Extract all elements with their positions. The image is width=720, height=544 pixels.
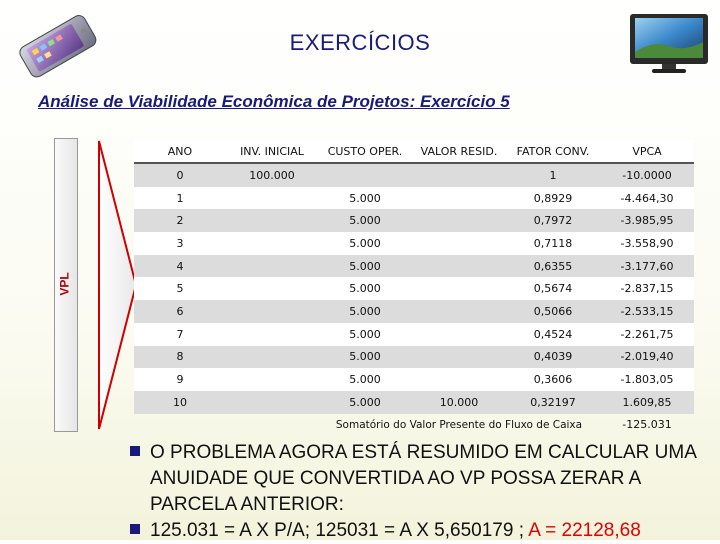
cell-ano: 9 — [134, 368, 226, 391]
cell-inv — [226, 187, 318, 210]
cell-valor — [412, 277, 506, 300]
cell-fator: 0,7118 — [506, 232, 600, 255]
cell-vpca: -10.0000 — [600, 163, 694, 187]
cell-custo: 5.000 — [318, 232, 412, 255]
cell-valor — [412, 255, 506, 278]
cell-custo: 5.000 — [318, 323, 412, 346]
cell-valor — [412, 300, 506, 323]
header-ano: ANO — [134, 140, 226, 163]
cell-ano: 3 — [134, 232, 226, 255]
cell-ano: 5 — [134, 277, 226, 300]
equation-text: 125.031 = A X P/A; 125031 = A X 5,650179 ; — [150, 520, 524, 541]
cell-custo: 5.000 — [318, 300, 412, 323]
bullet-item — [130, 518, 710, 544]
cell-vpca: -2.533,15 — [600, 300, 694, 323]
cell-custo: 5.000 — [318, 209, 412, 232]
cell-ano: 1 — [134, 187, 226, 210]
table-row — [134, 300, 694, 323]
cell-ano: 2 — [134, 209, 226, 232]
square-bullet-icon — [130, 524, 140, 534]
table-row — [134, 209, 694, 232]
table-row — [134, 346, 694, 369]
header-vpca: VPCA — [600, 140, 694, 163]
cash-flow-table — [134, 140, 694, 436]
header-valor-resid: VALOR RESID. — [412, 140, 506, 163]
cell-valor — [412, 187, 506, 210]
cell-valor — [412, 368, 506, 391]
cell-vpca: -2.261,75 — [600, 323, 694, 346]
table-row — [134, 163, 694, 187]
cell-inv — [226, 391, 318, 414]
cell-custo: 5.000 — [318, 255, 412, 278]
slide-subtitle: Análise de Viabilidade Econômica de Projetos: Exercício 5 — [38, 92, 510, 111]
bullet-list — [130, 440, 710, 544]
equation-result: A = 22128,68 — [528, 520, 641, 541]
cell-valor: 10.000 — [412, 391, 506, 414]
header-fator-conv: FATOR CONV. — [506, 140, 600, 163]
cell-custo: 5.000 — [318, 346, 412, 369]
cell-inv — [226, 209, 318, 232]
cell-valor — [412, 323, 506, 346]
cell-vpca: -1.803,05 — [600, 368, 694, 391]
cell-inv — [226, 300, 318, 323]
cell-fator: 0,7972 — [506, 209, 600, 232]
sum-value: -125.031 — [622, 418, 672, 432]
cell-fator: 0,8929 — [506, 187, 600, 210]
cell-fator: 0,5674 — [506, 277, 600, 300]
slide-title: EXERCÍCIOS — [289, 30, 431, 55]
header-inv-inicial: INV. INICIAL — [226, 140, 318, 163]
right-arrow-icon — [98, 140, 138, 430]
bullet-text: O PROBLEMA AGORA ESTÁ RESUMIDO EM CALCULAR UMA ANUIDADE QUE CONVERTIDA AO VP POSSA ZERAR A PARCELA ANTERIOR: — [150, 442, 696, 515]
cell-ano: 7 — [134, 323, 226, 346]
cell-inv — [226, 277, 318, 300]
cell-ano: 8 — [134, 346, 226, 369]
cell-fator: 0,3606 — [506, 368, 600, 391]
square-bullet-icon — [130, 446, 140, 456]
table-row — [134, 255, 694, 278]
sum-label: Somatório do Valor Presente do Fluxo de Caixa — [335, 418, 583, 431]
vpl-label: VPL — [58, 272, 72, 296]
table-row — [134, 277, 694, 300]
cell-inv — [226, 346, 318, 369]
vpl-label-wrapper — [54, 138, 76, 430]
cell-inv: 100.000 — [226, 163, 318, 187]
cell-custo: 5.000 — [318, 187, 412, 210]
header-custo-oper: CUSTO OPER. — [318, 140, 412, 163]
cell-custo — [318, 163, 412, 187]
cell-ano: 4 — [134, 255, 226, 278]
cell-fator: 0,6355 — [506, 255, 600, 278]
cell-fator: 0,4524 — [506, 323, 600, 346]
cell-valor — [412, 232, 506, 255]
cell-vpca: -3.177,60 — [600, 255, 694, 278]
cell-vpca: -2.837,15 — [600, 277, 694, 300]
cell-vpca: 1.609,85 — [600, 391, 694, 414]
cell-inv — [226, 232, 318, 255]
table-row — [134, 368, 694, 391]
table-row — [134, 187, 694, 210]
cell-ano: 6 — [134, 300, 226, 323]
table-sum-row — [134, 414, 694, 437]
cell-fator: 0,5066 — [506, 300, 600, 323]
table-header-row — [134, 140, 694, 163]
cell-valor — [412, 346, 506, 369]
cell-vpca: -2.019,40 — [600, 346, 694, 369]
cell-custo: 5.000 — [318, 391, 412, 414]
cell-custo: 5.000 — [318, 277, 412, 300]
cell-ano: 0 — [134, 163, 226, 187]
table-row — [134, 391, 694, 414]
cell-inv — [226, 255, 318, 278]
cell-valor — [412, 209, 506, 232]
cell-ano: 10 — [134, 391, 226, 414]
cell-fator: 0,32197 — [506, 391, 600, 414]
cell-vpca: -3.985,95 — [600, 209, 694, 232]
bullet-item — [130, 440, 710, 518]
cell-custo: 5.000 — [318, 368, 412, 391]
cell-fator: 1 — [506, 163, 600, 187]
cell-inv — [226, 323, 318, 346]
cell-valor — [412, 163, 506, 187]
table-row — [134, 323, 694, 346]
cell-vpca: -4.464,30 — [600, 187, 694, 210]
cell-fator: 0,4039 — [506, 346, 600, 369]
cell-inv — [226, 368, 318, 391]
table-row — [134, 232, 694, 255]
cell-vpca: -3.558,90 — [600, 232, 694, 255]
